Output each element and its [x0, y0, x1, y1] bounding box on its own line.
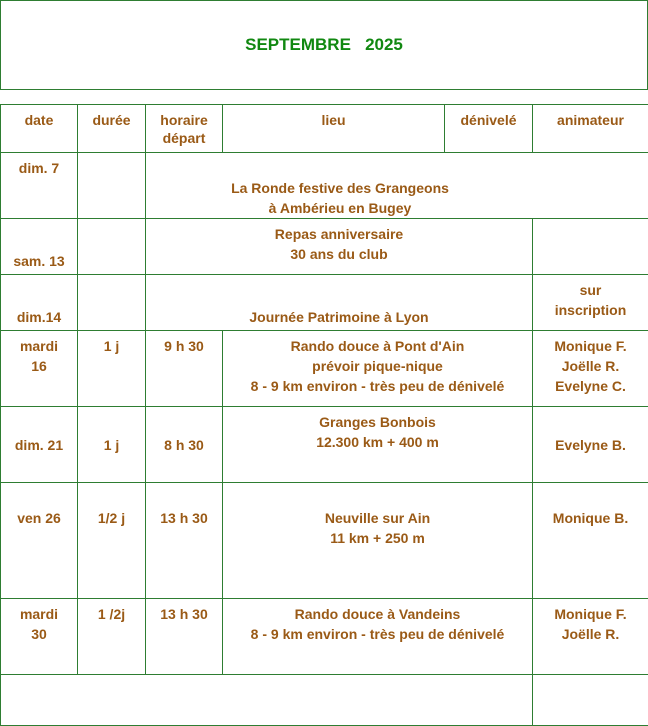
cell-duree	[78, 219, 146, 275]
cell-lieu: Rando douce à Pont d'Ain prévoir pique-nique 8 - 9 km environ - très peu de dénivelé	[223, 331, 533, 407]
header-denivele: dénivelé	[445, 105, 533, 153]
cell-empty	[533, 675, 648, 726]
cell-duree	[78, 153, 146, 219]
month-title: SEPTEMBRE 2025	[245, 35, 403, 55]
cell-animateur: Monique F. Joëlle R.	[533, 599, 648, 675]
table-row	[1, 483, 648, 599]
table-row	[1, 599, 648, 675]
cell-lieu: Journée Patrimoine à Lyon	[146, 275, 533, 331]
cell-date: mardi 30	[1, 599, 78, 675]
table-row	[1, 407, 648, 483]
cell-lieu-text: La Ronde festive des Grangeons à Ambérieu en Bugey	[231, 180, 449, 216]
cell-horaire: 9 h 30	[146, 331, 223, 407]
cell-date: dim. 7	[1, 153, 78, 219]
cell-animateur: Evelyne B.	[533, 407, 648, 483]
cell-horaire: 13 h 30	[146, 483, 223, 599]
header-date: date	[1, 105, 78, 153]
schedule-table	[0, 104, 648, 726]
cell-duree	[78, 275, 146, 331]
cell-lieu: Rando douce à Vandeins 8 - 9 km environ - très peu de dénivelé	[223, 599, 533, 675]
header-animateur: animateur	[533, 105, 648, 153]
cell-date: dim.14	[1, 275, 78, 331]
cell-lieu: Granges Bonbois 12.300 km + 400 m	[223, 407, 533, 483]
cell-horaire: 13 h 30	[146, 599, 223, 675]
cell-duree: 1 j	[78, 331, 146, 407]
cell-animateur: Monique B.	[533, 483, 648, 599]
cell-date: dim. 21	[1, 407, 78, 483]
header-lieu: lieu	[223, 105, 445, 153]
cell-lieu: Neuville sur Ain 11 km + 250 m	[223, 483, 533, 599]
cell-animateur: Monique F. Joëlle R. Evelyne C.	[533, 331, 648, 407]
header-horaire: horaire départ	[146, 105, 223, 153]
cell-horaire: 8 h 30	[146, 407, 223, 483]
cell-lieu: Repas anniversaire 30 ans du club	[146, 219, 533, 275]
cell-animateur	[533, 219, 648, 275]
cell-duree: 1 j	[78, 407, 146, 483]
table-row	[1, 153, 648, 219]
cell-duree: 1/2 j	[78, 483, 146, 599]
table-row-empty	[1, 675, 648, 726]
cell-date: ven 26	[1, 483, 78, 599]
cell-duree: 1 /2j	[78, 599, 146, 675]
cell-empty	[1, 675, 533, 726]
table-row	[1, 219, 648, 275]
header-duree: durée	[78, 105, 146, 153]
cell-date: sam. 13	[1, 219, 78, 275]
table-row	[1, 331, 648, 407]
cell-animateur: sur inscription	[533, 275, 648, 331]
cell-date: mardi 16	[1, 331, 78, 407]
month-title-box	[0, 0, 648, 90]
cell-lieu	[146, 153, 648, 219]
table-row	[1, 275, 648, 331]
header-row	[1, 105, 648, 153]
